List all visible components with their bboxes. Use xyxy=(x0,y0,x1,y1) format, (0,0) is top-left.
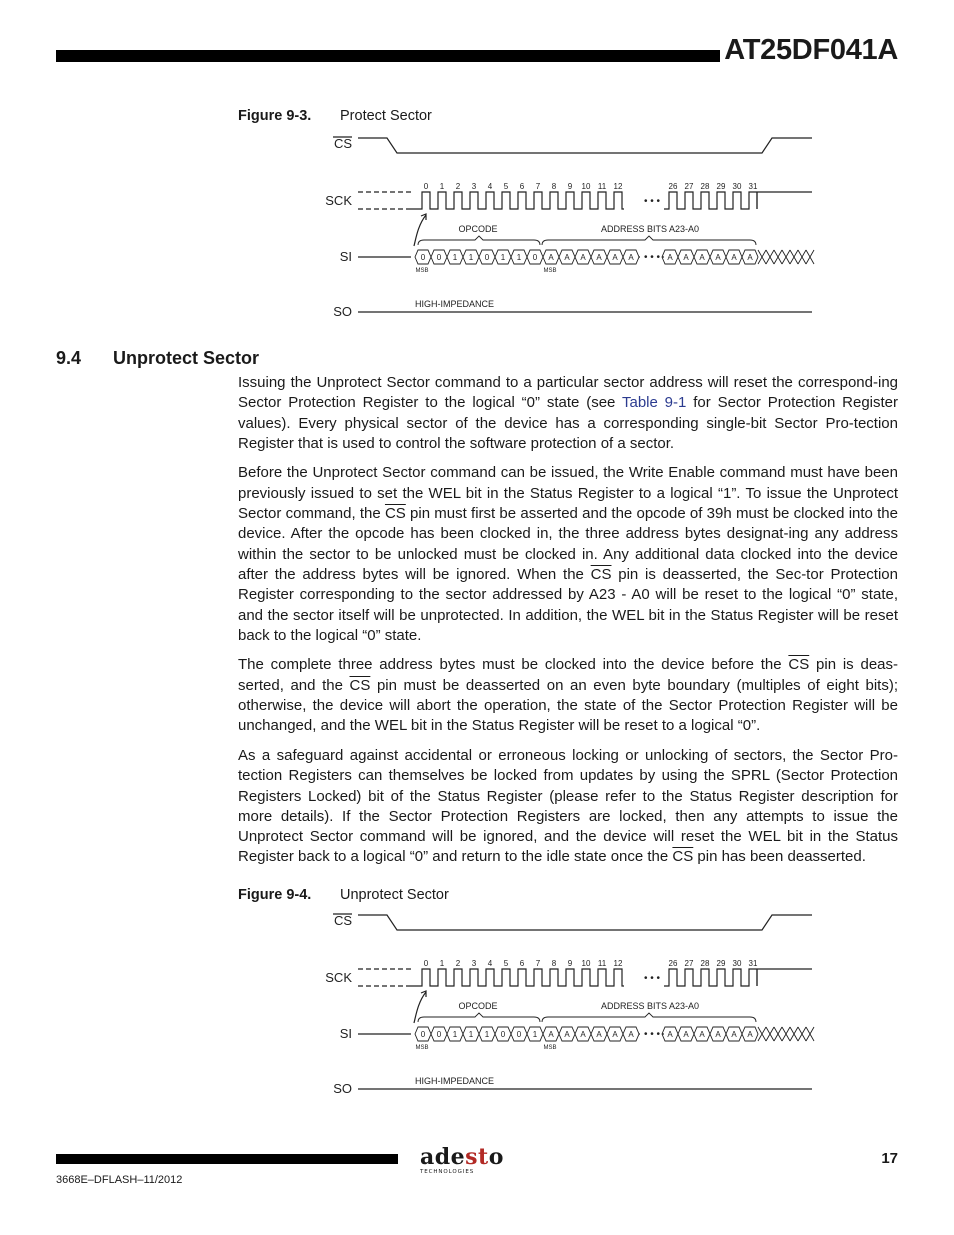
figure-label: Figure 9-4. xyxy=(238,887,312,903)
clock-number: 31 xyxy=(748,959,758,968)
clock-number: 8 xyxy=(551,959,557,968)
sck-ellipsis: • • • xyxy=(643,973,661,984)
address-bit-text: A xyxy=(667,253,673,262)
logo-subtitle: TECHNOLOGIES xyxy=(420,1169,475,1175)
clock-number: 26 xyxy=(668,182,678,191)
address-bit-text: A xyxy=(580,253,586,262)
si-ellipsis: • • • xyxy=(643,252,661,263)
opcode-bit-text: 1 xyxy=(500,253,506,262)
text-run: pin is deasserted, the Sec-tor Protection Register corresponding to the sector addressed by A23 - A0 will be reset to the logical “0” state, and the sector itself will be unprotected. In addition, the WEL bit in the Status Register will be reset back to the logical “0” state. xyxy=(238,565,898,644)
address-brace xyxy=(542,236,756,245)
clock-number: 30 xyxy=(732,959,742,968)
figure-label: Figure 9-3. xyxy=(238,108,312,124)
opcode-bit-text: 1 xyxy=(452,1030,458,1039)
adesto-logo xyxy=(420,1146,502,1182)
clock-number: 29 xyxy=(716,182,726,191)
address-bit-text: A xyxy=(628,253,634,262)
address-label: ADDRESS BITS A23-A0 xyxy=(600,224,700,234)
clock-number: 2 xyxy=(455,959,461,968)
address-label: ADDRESS BITS A23-A0 xyxy=(600,1001,700,1011)
address-bit-text: A xyxy=(747,1030,753,1039)
clock-number: 30 xyxy=(732,182,742,191)
clock-number: 12 xyxy=(613,959,623,968)
opcode-bit-text: 0 xyxy=(484,253,490,262)
address-bit-text: A xyxy=(715,253,721,262)
clock-number: 11 xyxy=(597,959,607,968)
document-title: AT25DF041A xyxy=(724,34,898,66)
clock-number: 10 xyxy=(581,959,591,968)
clock-number: 6 xyxy=(519,959,525,968)
opcode-bit-text: 1 xyxy=(468,1030,474,1039)
clock-number: 28 xyxy=(700,959,710,968)
opcode-label: OPCODE xyxy=(458,1001,498,1011)
clock-number: 7 xyxy=(535,959,541,968)
clock-number: 12 xyxy=(613,182,623,191)
clock-number: 7 xyxy=(535,182,541,191)
address-bit-text: A xyxy=(596,1030,602,1039)
text-run: for Sector Protection Register values). Every physical sector of the device has a corresponding single-bit Sector Pro-tection Register that is used to control the software protection of a sector. xyxy=(238,394,898,452)
clock-number: 3 xyxy=(471,959,477,968)
address-bit-text: A xyxy=(699,1030,705,1039)
opcode-bit-text: 0 xyxy=(532,253,538,262)
section-body xyxy=(238,373,898,877)
opcode-bit-text: 1 xyxy=(468,253,474,262)
opcode-bit-text: 0 xyxy=(436,253,442,262)
si-ellipsis: • • • xyxy=(643,1029,661,1040)
timing-diagram-protect-sector xyxy=(310,128,820,343)
so-signal-label: SO xyxy=(333,1081,352,1096)
table-9-1-link[interactable]: Table 9-1 xyxy=(621,394,687,412)
opcode-bit-text: 1 xyxy=(516,253,522,262)
address-bit-text: A xyxy=(564,1030,570,1039)
cs-waveform xyxy=(358,138,812,153)
cs-signal: $\overline{CS}$ xyxy=(349,676,371,694)
opcode-bit-text: 0 xyxy=(500,1030,506,1039)
clock-number: 2 xyxy=(455,182,461,191)
clock-number: 3 xyxy=(471,182,477,191)
logo-text: o xyxy=(488,1144,504,1170)
opcode-bit-text: 0 xyxy=(436,1030,442,1039)
text-run: pin has been deasserted. xyxy=(693,848,866,866)
text-run: The complete three address bytes must be clocked into the device before the xyxy=(238,656,789,674)
opcode-bit-text: 0 xyxy=(420,1030,426,1039)
address-bit-text: A xyxy=(715,1030,721,1039)
address-bit-text: A xyxy=(683,1030,689,1039)
msb-label-opcode: MSB xyxy=(415,1045,429,1051)
clock-number: 9 xyxy=(567,182,573,191)
logo-text: ade xyxy=(420,1144,466,1170)
timing-svg xyxy=(310,905,820,1120)
opcode-label: OPCODE xyxy=(458,224,498,234)
clock-number: 27 xyxy=(684,182,694,191)
opcode-brace xyxy=(418,1013,540,1022)
clock-number: 4 xyxy=(487,182,493,191)
paragraph-3 xyxy=(238,655,898,736)
clock-number: 1 xyxy=(439,182,445,191)
address-bit-text: A xyxy=(580,1030,586,1039)
sck-signal-label: SCK xyxy=(325,193,352,208)
text-run: pin must first be asserted and the opcode of 39h must be clocked into the device. After the opcode has been clocked in, the three address bytes designat-ing any address within the sector to be unlocked must be clocked in. Any additional data clocked into the device after the address bytes will be ignored. When the xyxy=(238,505,898,583)
figure-9-4-caption xyxy=(238,887,449,903)
clock-number: 11 xyxy=(597,182,607,191)
cs-signal-label: CS xyxy=(333,913,352,928)
footer-rule xyxy=(56,1154,398,1164)
text-run: pin is deas-serted, and the xyxy=(238,656,898,694)
clock-number: 0 xyxy=(423,959,429,968)
opcode-bit-text: 1 xyxy=(452,253,458,262)
address-bit-text: A xyxy=(612,253,618,262)
section-heading xyxy=(56,348,259,369)
si-signal-label: SI xyxy=(339,1026,352,1041)
sck-signal-label: SCK xyxy=(325,970,352,985)
opcode-bit-text: 0 xyxy=(516,1030,522,1039)
address-bit-text: A xyxy=(699,253,705,262)
clock-number: 28 xyxy=(700,182,710,191)
si-signal-label: SI xyxy=(339,249,352,264)
clock-number: 29 xyxy=(716,959,726,968)
opcode-bit-text: 1 xyxy=(484,1030,490,1039)
opcode-bit-text: 0 xyxy=(420,253,426,262)
clock-number: 1 xyxy=(439,959,445,968)
clock-number: 6 xyxy=(519,182,525,191)
clock-number: 5 xyxy=(503,959,509,968)
figure-title: Unprotect Sector xyxy=(340,887,449,903)
header-rule xyxy=(56,50,720,62)
address-bit-text: A xyxy=(628,1030,634,1039)
address-bit-text: A xyxy=(596,253,602,262)
msb-label-address: MSB xyxy=(543,1045,557,1051)
clock-number: 10 xyxy=(581,182,591,191)
figure-title: Protect Sector xyxy=(340,108,432,124)
document-number: 3668E–DFLASH–11/2012 xyxy=(56,1174,183,1186)
clock-number: 26 xyxy=(668,959,678,968)
address-bit-text: A xyxy=(731,253,737,262)
paragraph-2 xyxy=(238,463,898,646)
address-bit-text: A xyxy=(548,1030,554,1039)
address-bit-text: A xyxy=(548,253,554,262)
timing-diagram-unprotect-sector xyxy=(310,905,820,1120)
cs-signal: $\overline{CS}$ xyxy=(590,565,612,583)
text-run: Issuing the Unprotect Sector command to a particular sector address will reset the correspond-ing Sector Protection Register to the logical “0” state (see xyxy=(238,374,898,412)
diagram-body xyxy=(325,913,814,1096)
page-number: 17 xyxy=(881,1150,898,1167)
clock-number: 0 xyxy=(423,182,429,191)
address-bit-text: A xyxy=(667,1030,673,1039)
cs-signal-label: CS xyxy=(333,136,352,151)
cs-signal: $\overline{CS}$ xyxy=(672,848,694,866)
address-brace xyxy=(542,1013,756,1022)
so-signal-label: SO xyxy=(333,304,352,319)
sck-waveform-right xyxy=(664,969,812,986)
text-run: As a safeguard against accidental or erroneous locking or unlocking of sectors, the Sector Pro-tection Registers can themselves be locked from updates by using the SPRL (Sector Protection Registers Locked) bit of the Status Register (please refer to the Status Register description for more details). If the Sector Protection Registers are locked, then any attempts to issue the Unprotect Sector command will be ignored, and the device will reset the WEL bit in the Status Register back to a logical “0” and return to the idle state once the xyxy=(238,746,898,866)
cs-signal: $\overline{CS}$ xyxy=(788,656,810,674)
figure-9-3-caption xyxy=(238,108,432,124)
address-bit-text: A xyxy=(564,253,570,262)
text-run: Before the Unprotect Sector command can be issued, the Write Enable command must have been previously issued to set the WEL bit in the Status Register to a logical “1”. To issue the Unprotect Sector command, the xyxy=(238,464,898,523)
sck-waveform-right xyxy=(664,192,812,209)
sck-waveform-left xyxy=(411,969,624,986)
sck-waveform-left xyxy=(411,192,624,209)
clock-number: 27 xyxy=(684,959,694,968)
sck-ellipsis: • • • xyxy=(643,196,661,207)
clock-number: 5 xyxy=(503,182,509,191)
section-title: Unprotect Sector xyxy=(113,348,260,368)
clock-number: 31 xyxy=(748,182,758,191)
section-number: 9.4 xyxy=(56,348,82,368)
opcode-brace xyxy=(418,236,540,245)
cs-signal: $\overline{CS}$ xyxy=(384,505,406,523)
opcode-bit-text: 1 xyxy=(532,1030,538,1039)
so-highz-label: HIGH-IMPEDANCE xyxy=(415,1076,495,1086)
clock-number: 9 xyxy=(567,959,573,968)
paragraph-4 xyxy=(238,746,898,868)
paragraph-1 xyxy=(238,373,898,454)
address-bit-text: A xyxy=(612,1030,618,1039)
timing-svg xyxy=(310,128,820,343)
address-bit-text: A xyxy=(683,253,689,262)
text-run: pin must be deasserted on an even byte boundary (multiples of eight bits); otherwise, the device will abort the operation, the state of the Sector Protection Register will be unchanged, and the WEL bit in the Status Register will be reset to a logical “0”. xyxy=(238,676,898,735)
clock-number: 8 xyxy=(551,182,557,191)
address-bit-text: A xyxy=(747,253,753,262)
logo-text-accent: st xyxy=(465,1144,489,1170)
msb-label-opcode: MSB xyxy=(415,268,429,274)
clock-number: 4 xyxy=(487,959,493,968)
address-bit-text: A xyxy=(731,1030,737,1039)
cs-waveform xyxy=(358,915,812,930)
diagram-body xyxy=(325,136,814,319)
msb-label-address: MSB xyxy=(543,268,557,274)
so-highz-label: HIGH-IMPEDANCE xyxy=(415,299,495,309)
